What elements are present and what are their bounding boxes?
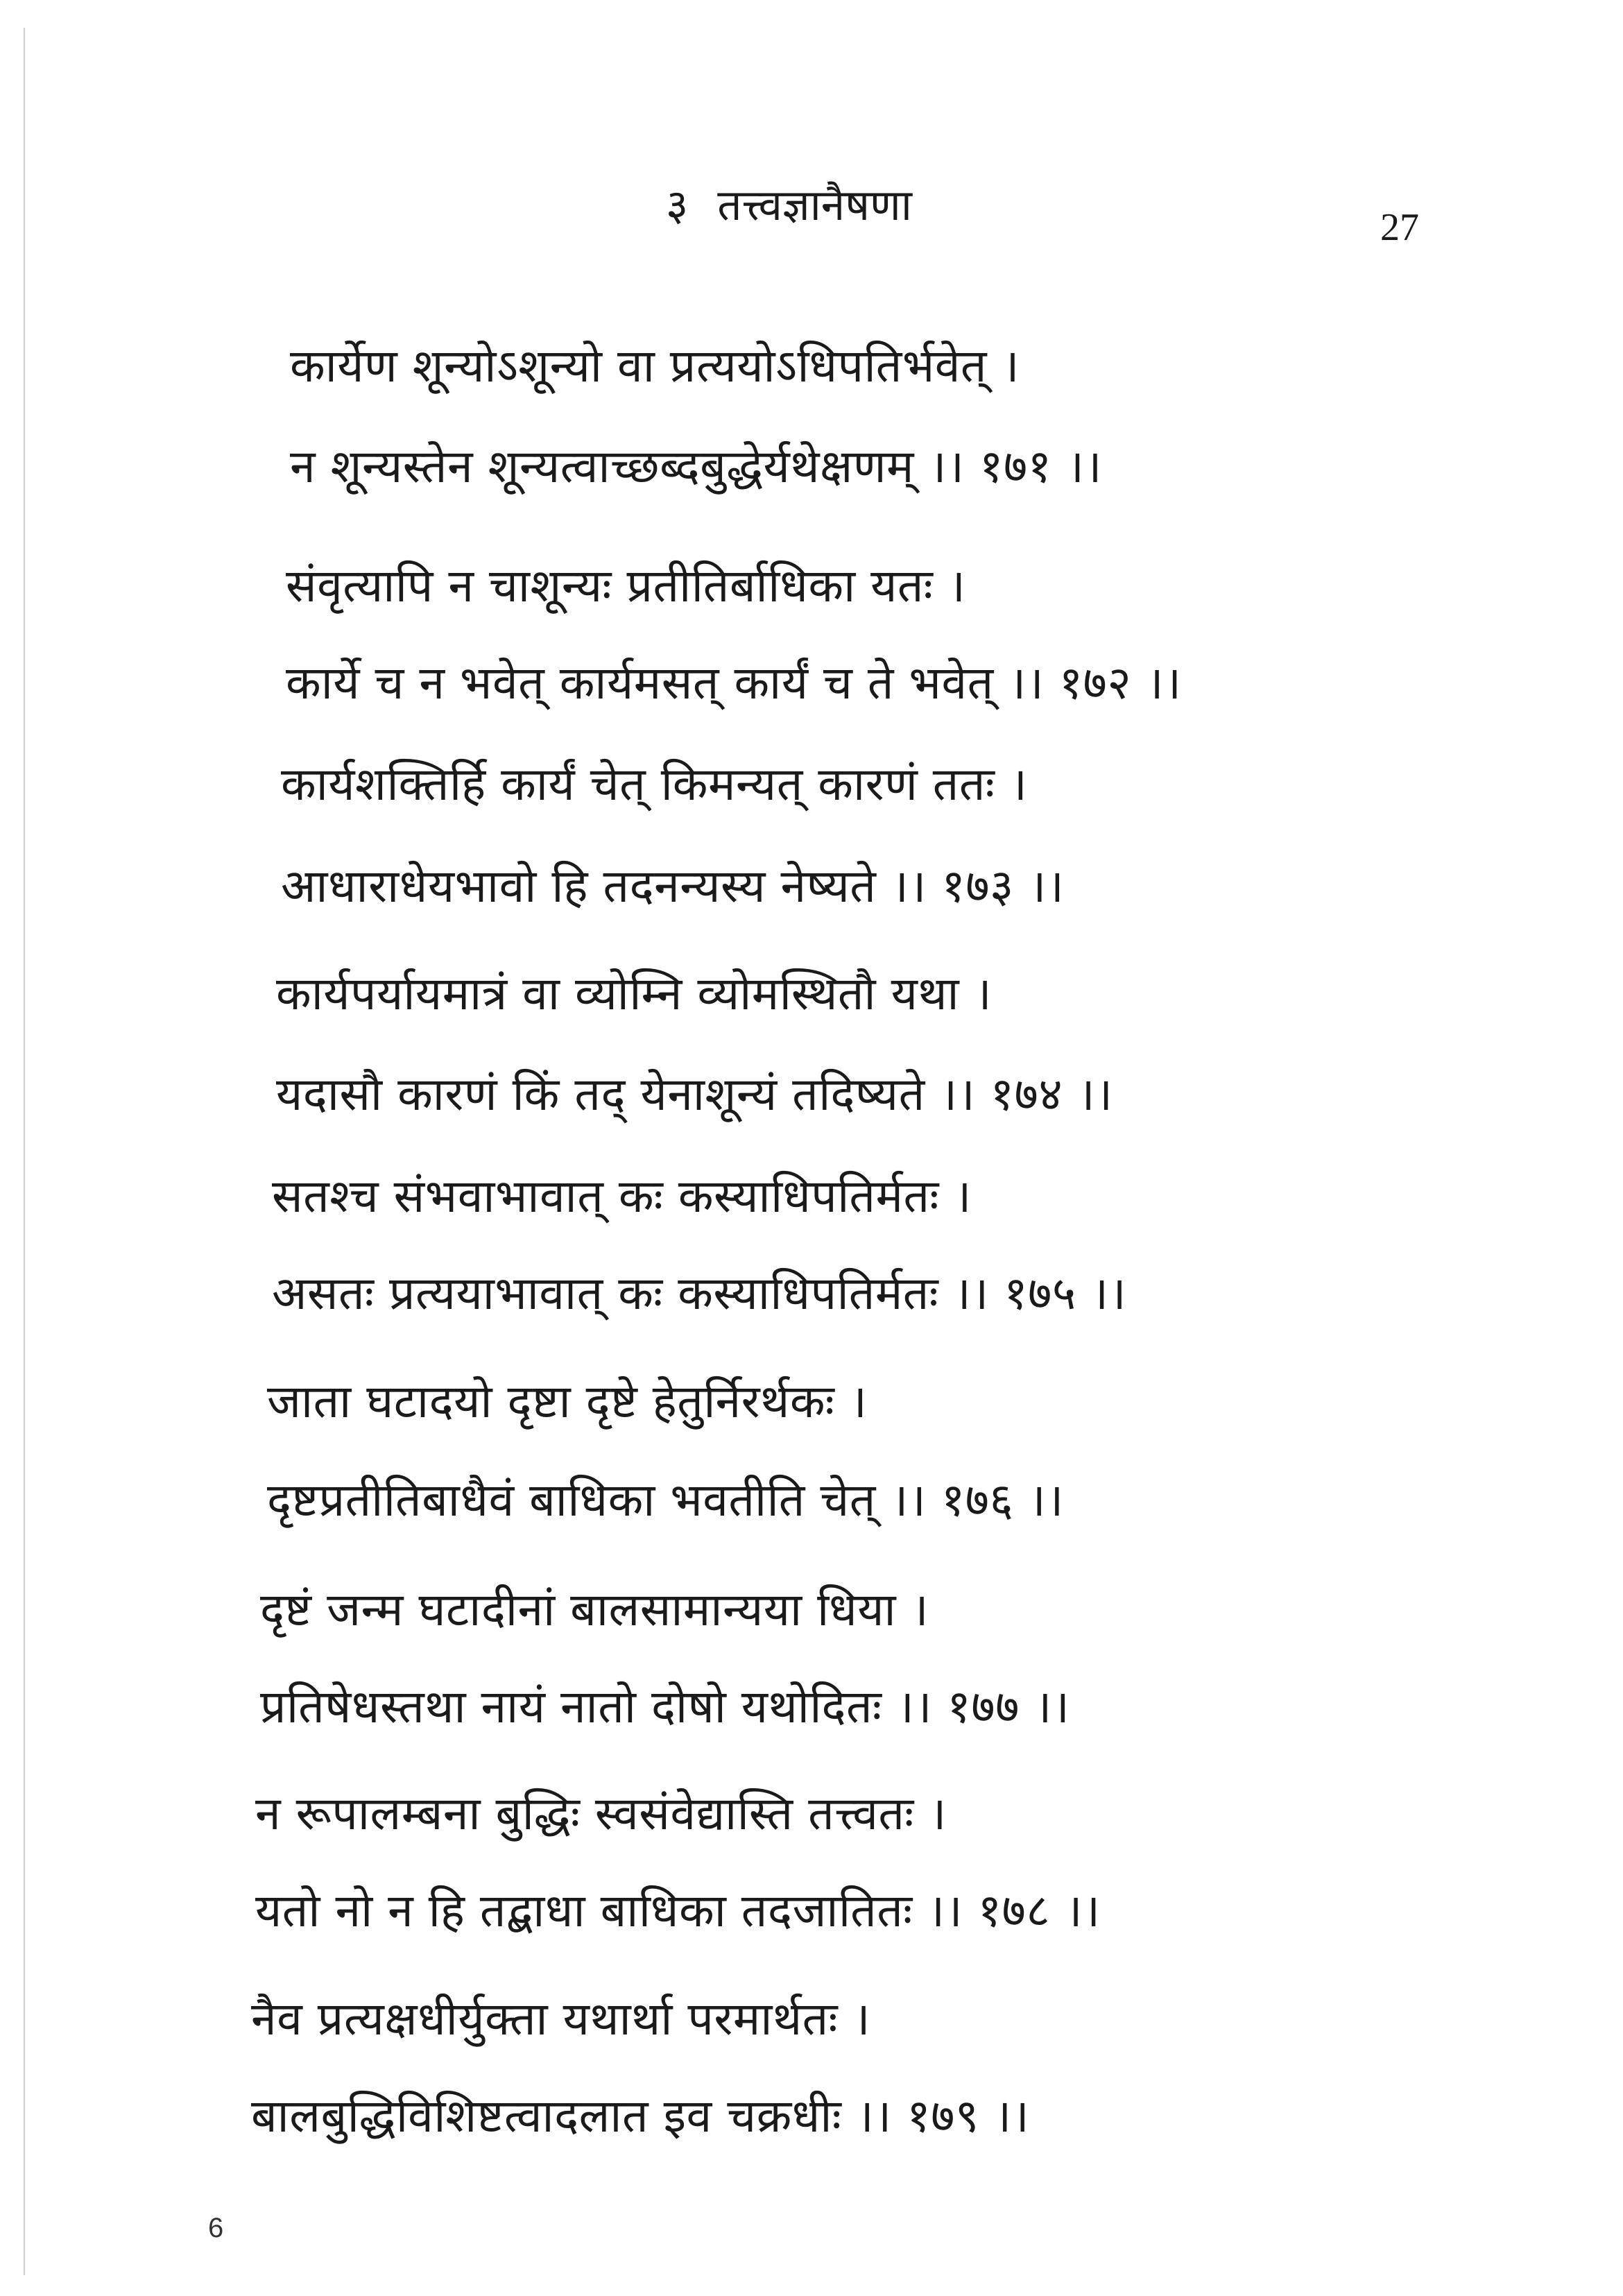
verse-171-line-1: कार्येण शून्योऽशून्यो वा प्रत्ययोऽधिपतिर्भवेत् । [290,339,1020,393]
page-number: 27 [1380,206,1419,249]
verse-174-line-1: कार्यपर्यायमात्रं वा व्योम्नि व्योमस्थितौ यथा । [276,967,993,1020]
chapter-number: ३ [666,180,689,230]
chapter-title: तत्त्वज्ञानैषणा [717,180,912,230]
verse-177-line-2: प्रतिषेधस्तथा नायं नातो दोषो यथोदितः ।। १७७ ।। [260,1680,1070,1733]
verse-178-line-2: यतो नो न हि तद्बाधा बाधिका तदजातितः ।। १७८ ।। [255,1884,1101,1937]
verse-171-line-2: न शून्यस्तेन शून्यत्वाच्छब्दबुद्धेर्यथेक्षणम् ।। १७१ ।। [290,440,1102,493]
verse-179-line-2: बालबुद्धिविशिष्टत्वादलात इव चक्रधीः ।। १७९ ।। [251,2089,1030,2143]
verse-179-line-1: नैव प्रत्यक्षधीर्युक्ता यथार्था परमार्थतः । [251,1992,871,2046]
verse-178-line-1: न रूपालम्बना बुद्धिः स्वसंवेद्यास्ति तत्त्वतः । [255,1787,947,1840]
verse-175-line-1: सतश्च संभवाभावात् कः कस्याधिपतिर्मतः । [272,1170,972,1223]
footer-mark: 6 [208,2213,224,2243]
verse-172-line-1: संवृत्यापि न चाशून्यः प्रतीतिर्बाधिका यतः । [286,559,966,612]
verse-173-line-2: आधाराधेयभावो हि तदनन्यस्य नेष्यते ।। १७३ ।। [281,859,1065,913]
verse-176-line-2: दृष्टप्रतीतिबाधैवं बाधिका भवतीति चेत् ।। १७६ ।। [267,1473,1064,1527]
verse-173-line-1: कार्यशक्तिर्हि कार्यं चेत् किमन्यत् कारणं ततः । [281,757,1028,811]
verse-175-line-2: असतः प्रत्ययाभावात् कः कस्याधिपतिर्मतः ।। १७५ ।। [272,1267,1127,1320]
verse-176-line-1: जाता घटादयो दृष्टा दृष्टे हेतुर्निरर्थकः । [267,1375,868,1428]
verse-172-line-2: कार्ये च न भवेत् कार्यमसत् कार्यं च ते भवेत् ।। १७२ ।। [286,656,1182,710]
verse-177-line-1: दृष्टं जन्म घटादीनां बालसामान्यया धिया । [260,1583,929,1636]
verse-174-line-2: यदासौ कारणं किं तद् येनाशून्यं तदिष्यते ।। १७४ ।। [276,1068,1113,1121]
